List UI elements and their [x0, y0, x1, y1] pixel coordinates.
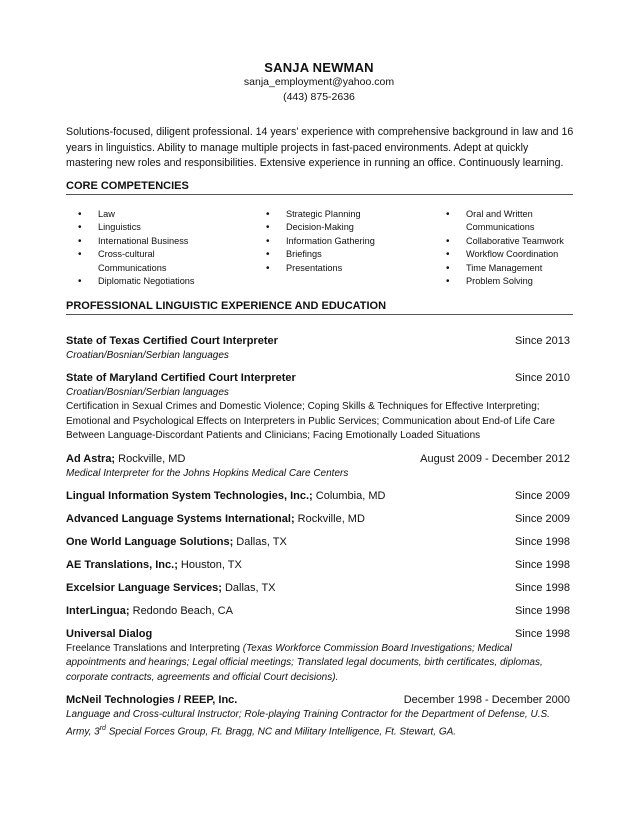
experience-entry	[66, 603, 570, 619]
competency-item: • Time Management	[440, 262, 580, 275]
entry-subtitle	[66, 708, 570, 739]
experience-heading: PROFESSIONAL LINGUISTIC EXPERIENCE AND EDUCATION	[66, 300, 573, 315]
employer-name: Advanced Language Systems International;	[66, 512, 295, 525]
employer-name: State of Texas Certified Court Interpreter	[66, 335, 278, 347]
entry-date: Since 1998	[514, 604, 570, 617]
entry-subtitle-part: Language and Cross-cultural Instructor; Role-playing Training Contractor for the Department of Defense, U.S. Army, 3	[66, 709, 550, 738]
employer-name: InterLingua;	[66, 604, 130, 617]
experience-entry	[66, 370, 570, 444]
competency-item: • Linguistics	[72, 221, 242, 234]
entry-subtitle-part: Special Forces Group, Ft. Bragg, NC and Military Intelligence, Ft. Stewart, GA.	[105, 726, 457, 738]
employer-location: Dallas, TX	[221, 581, 276, 594]
entry-date: Since 2010	[514, 372, 570, 384]
entry-date: August 2009 - December 2012	[420, 452, 570, 465]
entry-subtitle: Croatian/Bosnian/Serbian languages	[66, 350, 229, 361]
competencies-col-3	[440, 208, 580, 288]
entry-description-italic: (Texas Workforce Commission Board Investigations; Medical appointments and hearings; Legal official meetings; Translated legal documents, birth certificates, diplomas, corporate contracts, agreements and official Court decisions).	[66, 642, 543, 683]
employer-name: AE Translations, Inc.;	[66, 558, 178, 571]
employer-name: Universal Dialog	[66, 627, 153, 640]
employer-location: Rockville, MD	[294, 512, 365, 525]
employer-name: One World Language Solutions;	[66, 535, 234, 548]
competency-item: • Cross-cultural Communications	[72, 248, 188, 275]
experience-entry	[66, 557, 570, 573]
entry-date: Since 2009	[514, 489, 570, 502]
competencies-heading: CORE COMPETENCIES	[66, 180, 573, 195]
competency-item: • Oral and Written Communications	[440, 208, 556, 235]
entry-description: Certification in Sexual Crimes and Domestic Violence; Coping Skills & Techniques for Effective Interpreting; Emotional and Psychological Effects on Interpreters in Public Services; Communication about End-of Life Care Between Language-Discordant Patients and Clinicians; Facing Emotionally Loaded Situations	[66, 401, 555, 441]
entry-description-main: Freelance Translations and Interpreting	[66, 642, 243, 654]
experience-entry	[66, 626, 570, 686]
competency-item: • Workflow Coordination	[440, 248, 580, 261]
employer-name: McNeil Technologies / REEP, Inc.	[66, 694, 238, 706]
phone: (443) 875-2636	[283, 91, 355, 103]
entry-date: Since 1998	[514, 581, 570, 594]
experience-list	[66, 333, 570, 746]
employer-name: State of Maryland Certified Court Interpreter	[66, 372, 296, 384]
competency-item: • Briefings	[260, 248, 430, 261]
competency-item: • Information Gathering	[260, 235, 430, 248]
employer-location: Redondo Beach, CA	[129, 604, 233, 617]
competencies-col-1	[72, 208, 242, 288]
entry-date: Since 1998	[514, 627, 570, 640]
employer-location: Columbia, MD	[312, 489, 386, 502]
employer-location: Houston, TX	[177, 558, 242, 571]
competency-item: • Diplomatic Negotiations	[72, 275, 242, 288]
competency-item: • Strategic Planning	[260, 208, 430, 221]
candidate-name: SANJA NEWMAN	[264, 60, 374, 75]
experience-entry	[66, 692, 570, 739]
employer-location: Rockville, MD	[115, 452, 186, 465]
ordinal-suffix: rd	[99, 725, 106, 732]
experience-entry	[66, 451, 570, 481]
entry-date: Since 2013	[514, 335, 570, 347]
entry-date: Since 1998	[514, 558, 570, 571]
entry-subtitle: Medical Interpreter for the Johns Hopkins Medical Care Centers	[66, 467, 349, 479]
entry-date: December 1998 - December 2000	[403, 694, 570, 706]
entry-description	[66, 642, 570, 686]
experience-entry	[66, 580, 570, 596]
employer-name: Ad Astra;	[66, 452, 116, 465]
employer-name: Lingual Information System Technologies, Inc.;	[66, 489, 313, 502]
competency-item: • International Business	[72, 235, 242, 248]
experience-entry	[66, 511, 570, 527]
competency-item: • Decision-Making	[260, 221, 430, 234]
competency-item: • Collaborative Teamwork	[440, 235, 580, 248]
competency-item: • Law	[72, 208, 242, 221]
employer-name: Excelsior Language Services;	[66, 581, 222, 594]
experience-entry	[66, 534, 570, 550]
summary: Solutions-focused, diligent professional. 14 years’ experience with comprehensive background in law and 16 years in linguistics. Ability to manage multiple projects in fast-paced environments. Adept at quickly mastering new roles and responsibilities. Extensive experience in running an office. Continuously learning.	[66, 126, 574, 169]
resume-header	[0, 60, 638, 105]
experience-entry	[66, 333, 570, 363]
competencies-col-2	[260, 208, 430, 275]
competency-item: • Problem Solving	[440, 275, 580, 288]
experience-entry	[66, 488, 570, 504]
entry-date: Since 2009	[514, 512, 570, 525]
email: sanja_employment@yahoo.com	[243, 76, 395, 88]
entry-subtitle: Croatian/Bosnian/Serbian languages	[66, 387, 229, 398]
employer-location: Dallas, TX	[233, 535, 287, 548]
competency-item: • Presentations	[260, 262, 430, 275]
entry-date: Since 1998	[514, 535, 570, 548]
